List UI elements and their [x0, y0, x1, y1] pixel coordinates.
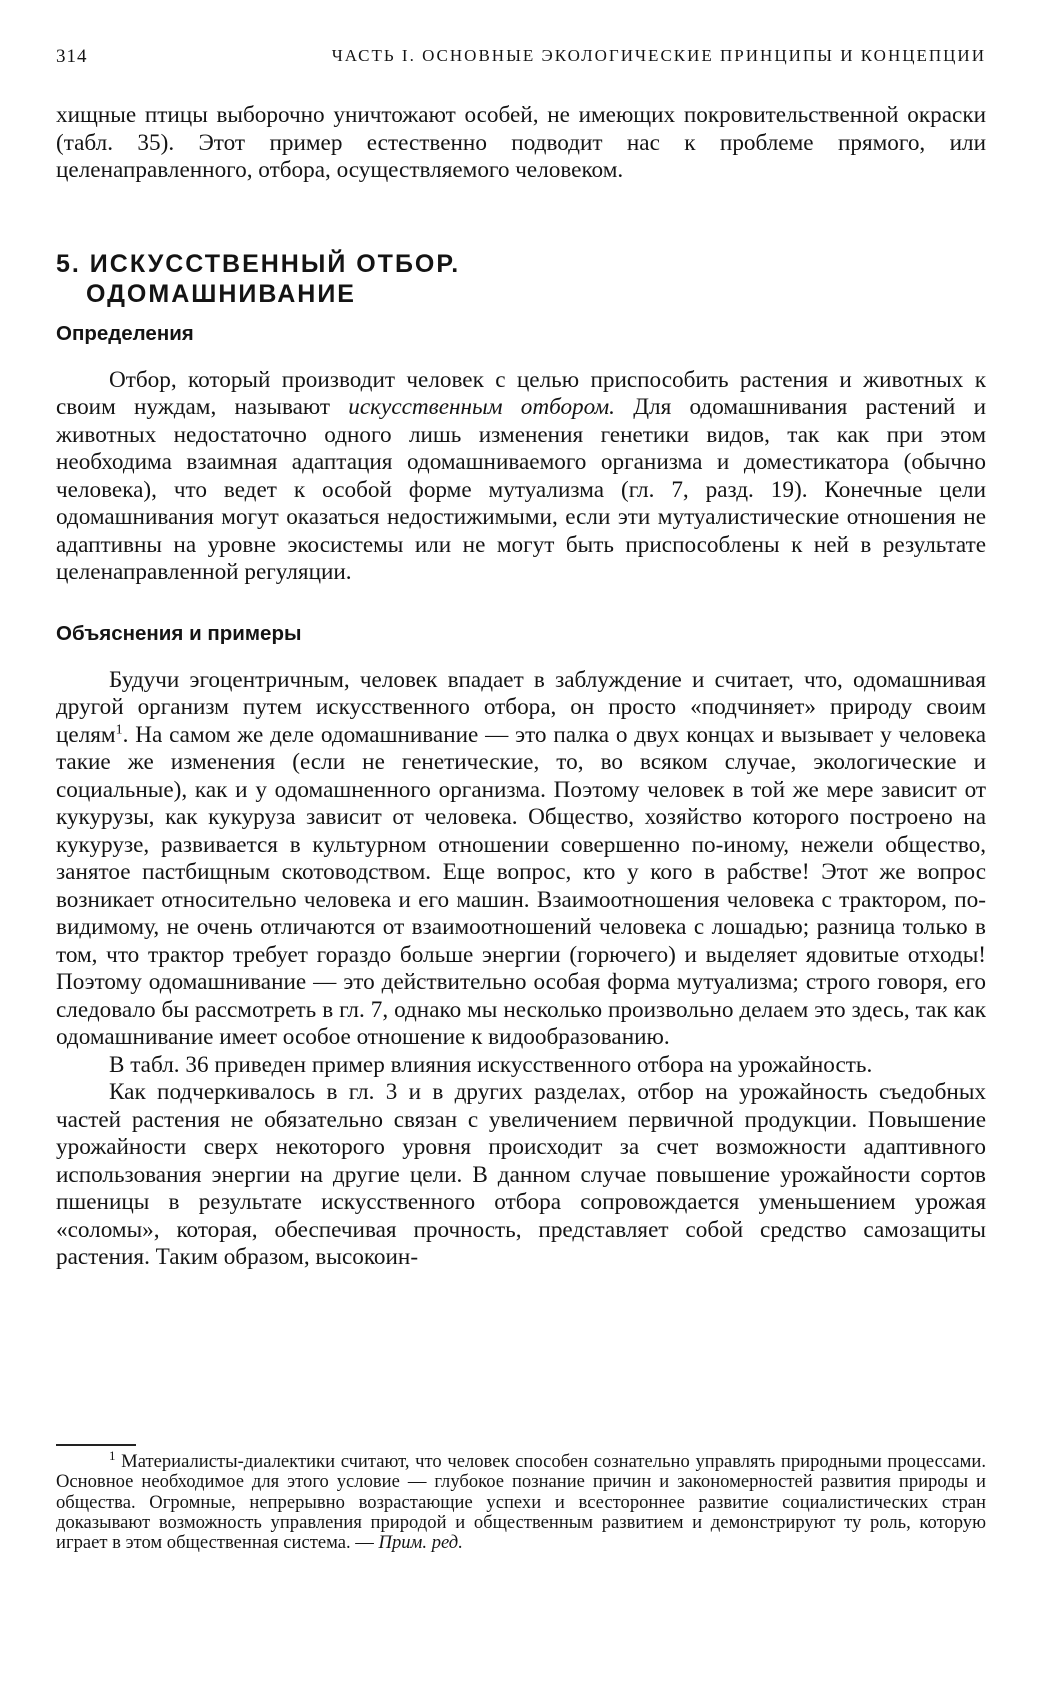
footnote-divider — [56, 1444, 136, 1446]
section-title-line2: ОДОМАШНИВАНИЕ — [86, 279, 356, 308]
footnote-text: Материалисты-диалектики считают, что человек способен сознательно управлять природными процессами. Основное необходимое для этого условие — глубокое познание причин и закономерностей развития природы и общества. Огромные, непрерывно возрастающие успехи и всестороннее развитие социалистических стран доказывают возможность управления природой и общественным развитием и демонстрируют ту роль, которую играет в этом общественная система. — — [56, 1451, 986, 1554]
examples-p1-end: . На самом же деле одомашнивание — это палка о двух концах и вызывает у человека такие же изменения (если не генетические, то, во всяком случае, экологические и социальные), как и у одомашненного организма. Поэтому человек в той же мере зависит от кукурузы, как кукуруза зависит от человека. Общество, хозяйство которого построено на кукурузе, развивается в культурном отношении совершенно по-иному, нежели общество, занятое пастбищным скотоводством. Еще вопрос, кто у кого в рабстве! Этот же вопрос возникает относительно человека и его машин. Взаимоотношения человека с трактором, по-видимому, не очень отличаются от взаимоотношений человека с лошадью; разница только в том, что трактор требует гораздо больше энергии (горючего) и выделяет ядовитые отходы! Поэтому одомашнивание — это действительно особая форма мутуализма; строго говоря, его следовало бы рассмотреть в гл. 7, однако мы несколько произвольно делаем это здесь, так как одомашнивание имеет особое отношение к видообразованию. — [56, 721, 986, 1050]
page-number: 314 — [56, 46, 88, 67]
main-text — [56, 102, 986, 1272]
subheading-examples: Объяснения и примеры — [56, 621, 302, 645]
definitions-term: искусственным отбором. — [348, 394, 615, 420]
intro-paragraph: хищные птицы выборочно уничтожают особей, не имеющих покровительственной окраски (табл. 35). Этот пример естественно подводит нас к проблеме прямого, или целенаправленного, отбора, осуществляемого человеком. — [56, 102, 986, 183]
footnote-reference: 1 — [115, 721, 123, 737]
examples-p1-start: Будучи эгоцентричным, человек впадает в заблуждение и считает, что, одомашнивая другой организм путем искусственного отбора, он просто «подчиняет» природу своим целям — [56, 666, 986, 748]
running-title: ЧАСТЬ I. ОСНОВНЫЕ ЭКОЛОГИЧЕСКИЕ ПРИНЦИПЫ И КОНЦЕПЦИИ — [331, 46, 986, 65]
footnote-attribution: Прим. ред. — [378, 1532, 463, 1554]
section-title-line1: 5. ИСКУССТВЕННЫЙ ОТБОР. — [56, 249, 461, 278]
section-heading — [56, 249, 986, 309]
examples-paragraph-2: В табл. 36 приведен пример влияния искусственного отбора на урожайность. — [109, 1051, 873, 1078]
definitions-text-end: Для одомашнивания растений и животных недостаточно одного лишь изменения генетики видов, так как при этом необходима взаимная адаптация одомашниваемого организма и доместикатора (обычно человека), что ведет к особой форме мутуализма (гл. 7, разд. 19). Конечные цели одомашнивания могут оказаться недостижимыми, если эти мутуалистические отношения не адаптивны на уровне экосистемы или не могут быть приспособлены к ней в результате целенаправленной регуляции. — [56, 394, 986, 585]
running-header — [56, 46, 986, 68]
examples-paragraph-1 — [56, 667, 986, 1052]
footnote-marker: 1 — [109, 1447, 116, 1463]
footnote — [56, 1447, 986, 1554]
definitions-text-start: Отбор, который производит человек с целью приспособить растения и животных к своим нуждам, называют — [56, 366, 986, 420]
examples-paragraph-3: Как подчеркивалось в гл. 3 и в других разделах, отбор на урожайность съедобных частей растения не обязательно связан с увеличением первичной продукции. Повышение урожайности сверх некоторого уровня происходит за счет возможности адаптивного использования энергии на другие цели. В данном случае повышение урожайности сортов пшеницы в результате искусственного отбора сопровождается уменьшением урожая «соломы», которая, обеспечивая прочность, представляет собой средство самозащиты растения. Таким образом, высокоин- — [56, 1079, 986, 1270]
definitions-paragraph — [56, 367, 986, 587]
subheading-definitions: Определения — [56, 321, 194, 345]
footnote-paragraph — [56, 1447, 986, 1554]
